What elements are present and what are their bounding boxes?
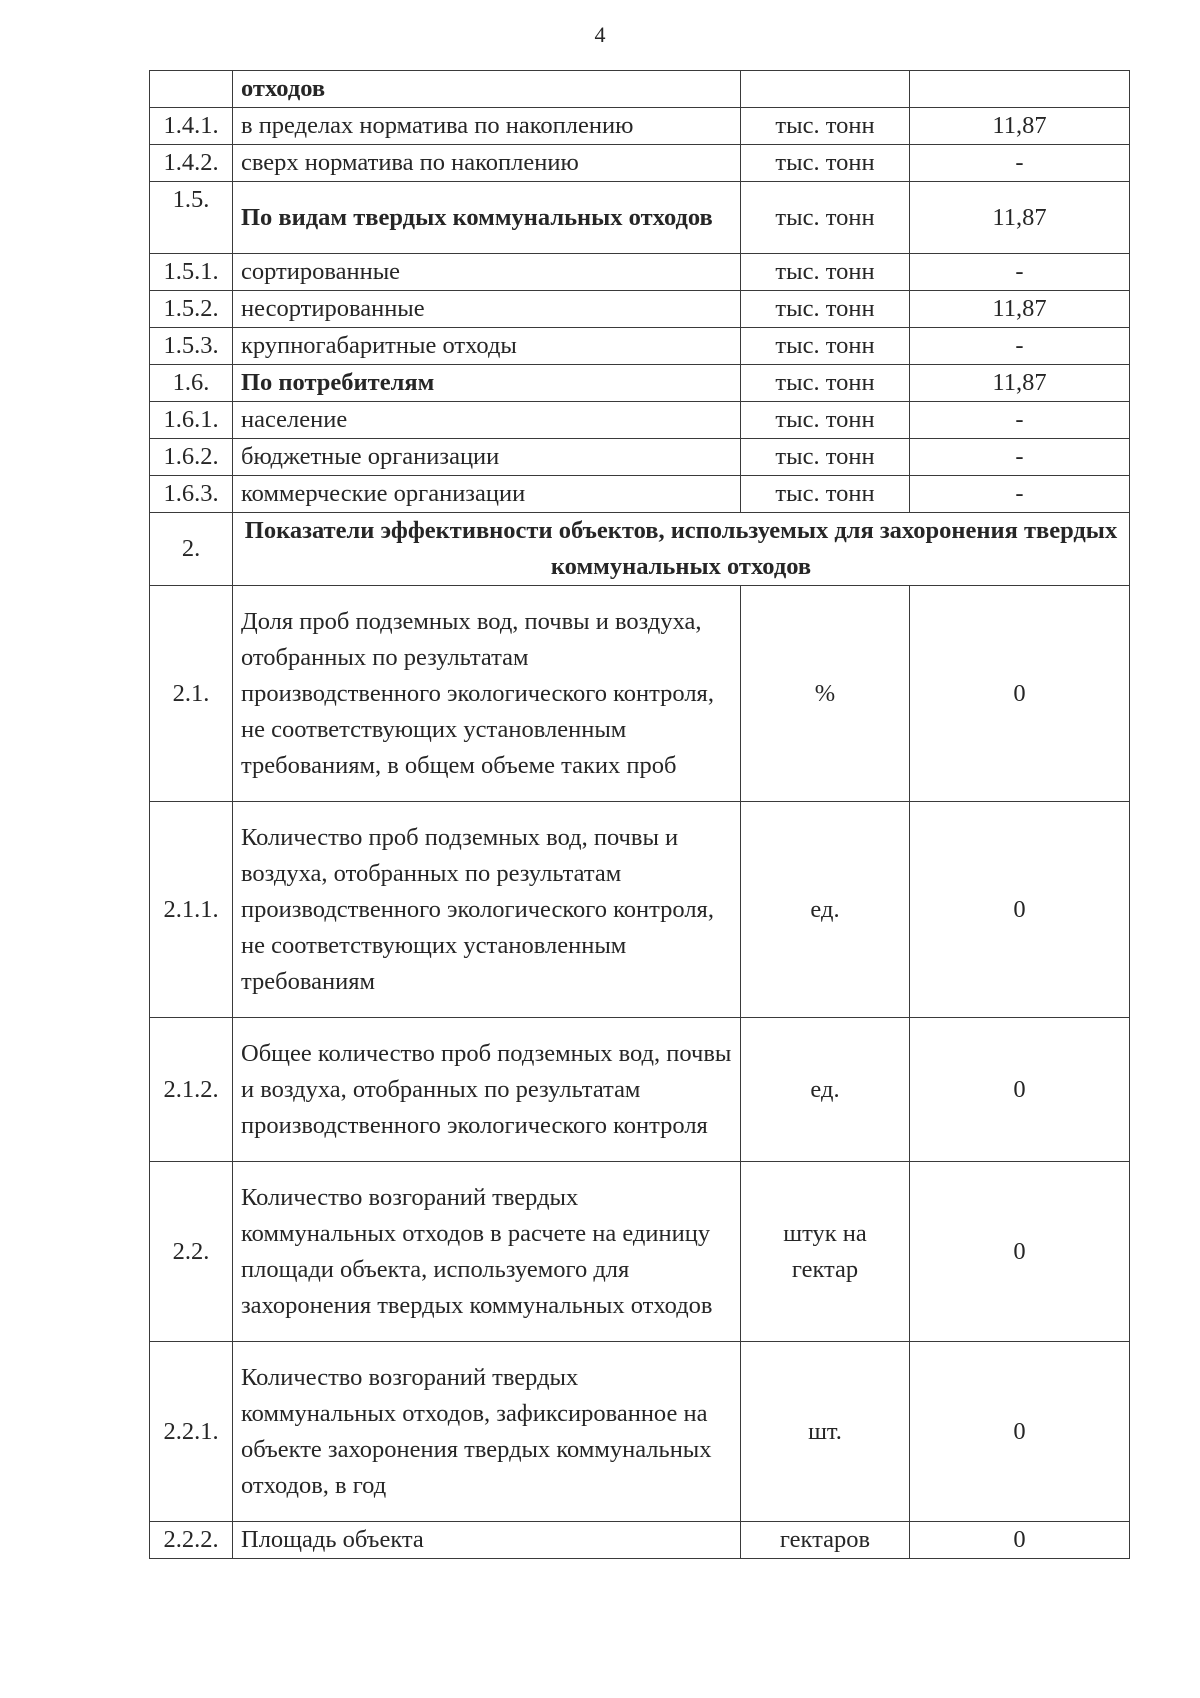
row-name: крупногабаритные отходы: [233, 328, 741, 365]
row-number: 1.6.3.: [150, 476, 233, 513]
row-name: Общее количество проб подземных вод, почвы и воздуха, отобранных по результатам производственного экологического контроля: [233, 1018, 741, 1162]
row-name: По потребителям: [233, 365, 741, 402]
row-name: в пределах норматива по накоплению: [233, 108, 741, 145]
row-number: 1.5.3.: [150, 328, 233, 365]
table-row: [150, 108, 1130, 145]
row-value: 0: [910, 1522, 1130, 1559]
table-row: [150, 71, 1130, 108]
row-unit: [741, 71, 910, 108]
table-row: [150, 1522, 1130, 1559]
table-row: [150, 402, 1130, 439]
row-unit: тыс. тонн: [741, 328, 910, 365]
table-row: [150, 439, 1130, 476]
row-value: -: [910, 439, 1130, 476]
table-row: [150, 182, 1130, 254]
row-unit: %: [741, 586, 910, 802]
row-unit: тыс. тонн: [741, 439, 910, 476]
row-number: 1.5.2.: [150, 291, 233, 328]
row-number: 1.6.: [150, 365, 233, 402]
table-row: [150, 476, 1130, 513]
row-unit: гектаров: [741, 1522, 910, 1559]
row-value: 0: [910, 802, 1130, 1018]
row-value: 0: [910, 1018, 1130, 1162]
row-value: 11,87: [910, 365, 1130, 402]
row-value: 11,87: [910, 182, 1130, 254]
row-unit: штук на гектар: [741, 1162, 910, 1342]
row-unit: ед.: [741, 1018, 910, 1162]
row-name: население: [233, 402, 741, 439]
row-name: По видам твердых коммунальных отходов: [233, 182, 741, 254]
row-number: 2.1.2.: [150, 1018, 233, 1162]
row-number: 1.6.2.: [150, 439, 233, 476]
row-value: -: [910, 145, 1130, 182]
row-unit: ед.: [741, 802, 910, 1018]
row-value: 0: [910, 1162, 1130, 1342]
row-unit: тыс. тонн: [741, 402, 910, 439]
row-unit: тыс. тонн: [741, 182, 910, 254]
row-unit: тыс. тонн: [741, 291, 910, 328]
row-name: бюджетные организации: [233, 439, 741, 476]
table-row: [150, 365, 1130, 402]
table-row: [150, 1162, 1130, 1342]
row-number: 2.1.: [150, 586, 233, 802]
table-row: [150, 586, 1130, 802]
table-row: [150, 145, 1130, 182]
page-number: 4: [594, 22, 606, 47]
row-value: -: [910, 476, 1130, 513]
row-name: Доля проб подземных вод, почвы и воздуха, отобранных по результатам производственного экологического контроля, не соответствующих установленным требованиям, в общем объеме таких проб: [233, 586, 741, 802]
row-name: сортированные: [233, 254, 741, 291]
row-name: несортированные: [233, 291, 741, 328]
row-value: 11,87: [910, 291, 1130, 328]
row-number: 2.2.: [150, 1162, 233, 1342]
row-value: 0: [910, 1342, 1130, 1522]
section-title: Показатели эффективности объектов, используемых для захоронения твердых коммунальных отходов: [233, 513, 1130, 586]
table-row: [150, 328, 1130, 365]
row-number: 1.5.1.: [150, 254, 233, 291]
row-name: Количество возгораний твердых коммунальных отходов, зафиксированное на объекте захоронения твердых коммунальных отходов, в год: [233, 1342, 741, 1522]
table-row: [150, 291, 1130, 328]
row-number: 2.2.2.: [150, 1522, 233, 1559]
row-value: -: [910, 254, 1130, 291]
row-name: коммерческие организации: [233, 476, 741, 513]
row-unit: тыс. тонн: [741, 108, 910, 145]
section-number: 2.: [150, 513, 233, 586]
row-name: Количество возгораний твердых коммунальных отходов в расчете на единицу площади объекта, используемого для захоронения твердых коммунальных отходов: [233, 1162, 741, 1342]
row-name: Количество проб подземных вод, почвы и воздуха, отобранных по результатам производственного экологического контроля, не соответствующих установленным требованиям: [233, 802, 741, 1018]
row-number: 1.4.2.: [150, 145, 233, 182]
table-row: [150, 1018, 1130, 1162]
row-value: 11,87: [910, 108, 1130, 145]
row-value: 0: [910, 586, 1130, 802]
row-number: [150, 71, 233, 108]
row-unit: тыс. тонн: [741, 476, 910, 513]
table-row: [150, 254, 1130, 291]
row-unit: тыс. тонн: [741, 365, 910, 402]
row-unit: тыс. тонн: [741, 145, 910, 182]
table-row: [150, 802, 1130, 1018]
row-unit: тыс. тонн: [741, 254, 910, 291]
row-value: [910, 71, 1130, 108]
row-value: -: [910, 328, 1130, 365]
row-number: 1.4.1.: [150, 108, 233, 145]
row-value: -: [910, 402, 1130, 439]
indicators-table: [149, 70, 1130, 1559]
row-name: отходов: [233, 71, 741, 108]
row-number: 2.1.1.: [150, 802, 233, 1018]
row-name: сверх норматива по накоплению: [233, 145, 741, 182]
row-unit: шт.: [741, 1342, 910, 1522]
row-name: Площадь объекта: [233, 1522, 741, 1559]
row-number: 1.6.1.: [150, 402, 233, 439]
row-number: 1.5.: [150, 182, 233, 254]
section-row: [150, 513, 1130, 586]
table-row: [150, 1342, 1130, 1522]
row-number: 2.2.1.: [150, 1342, 233, 1522]
